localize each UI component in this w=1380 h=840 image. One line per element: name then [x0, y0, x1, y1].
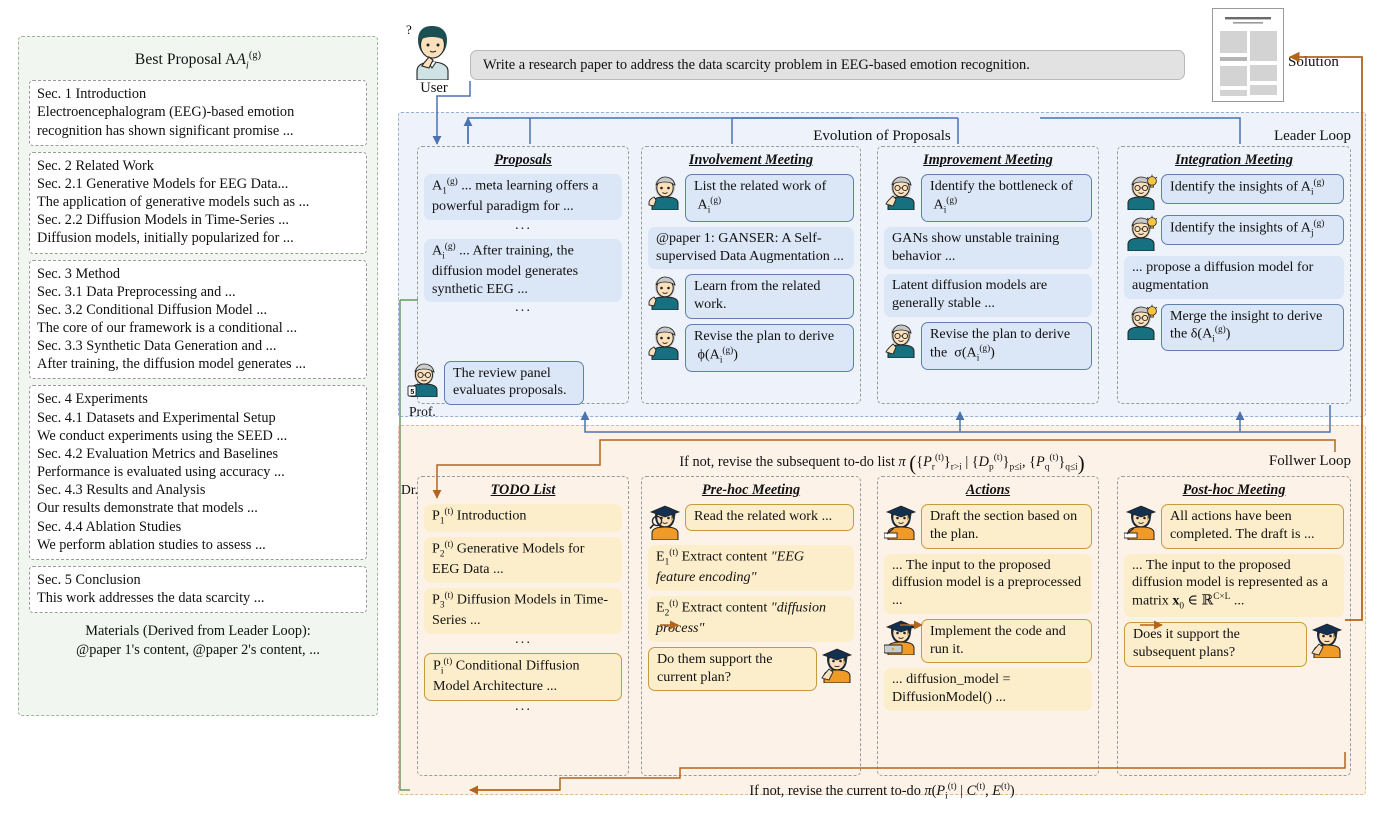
ellipsis-marker: ···: [514, 221, 532, 237]
follower-loop-container: [398, 425, 1366, 795]
message-bubble: ... The input to the proposed diffusion model is represented as a matrix $x_0$ ∈ ℝ$^{C\times L}$ ...: [1124, 554, 1344, 618]
proposal-section-card: [29, 385, 367, 559]
message-bubble: Draft the section based on the plan.: [921, 504, 1092, 549]
elder-idea-avatar-icon: [1124, 215, 1158, 251]
leader-loop-container: [398, 112, 1366, 417]
proposal-section-line: Diffusion models, initially popularized for ...: [37, 230, 294, 247]
revise-subsequent-todo-label: If not, revise the subsequent to-do list π ($\{P_r^{(t)}\}_{r>i}$ | $\{D_p^{(t)}\}_{p\le i}$, $\{P_q^{(t)}\}_{q\le i}$): [679, 453, 1085, 475]
elder-idea-avatar-icon: [1124, 304, 1158, 340]
column-title: Pre-hoc Meeting: [701, 482, 801, 498]
message-bubble: ... propose a diffusion model for augmentation: [1124, 256, 1344, 299]
proposal-section-line: Sec. 1 Introduction: [37, 86, 147, 103]
svg-text:?: ?: [406, 22, 412, 37]
agent-message-row: [1124, 504, 1344, 549]
message-bubble: Identify the bottleneck of $A_i^{(g)}$: [921, 174, 1092, 222]
follower-column-todo-list: [417, 476, 629, 776]
ellipsis-marker: ···: [514, 304, 532, 320]
proposal-section-line: Performance is evaluated using accuracy ...: [37, 464, 285, 481]
follower-column-pre-hoc-meeting: [641, 476, 861, 776]
proposal-section-line: Sec. 5 Conclusion: [37, 571, 141, 588]
column-title: Actions: [965, 482, 1011, 498]
message-bubble: $A_1^{(g)}$ ... meta learning offers a powerful paradigm for ...: [424, 174, 622, 220]
message-bubble: GANs show unstable training behavior ...: [884, 227, 1092, 270]
proposal-section-line: recognition has shown significant promise ...: [37, 122, 294, 139]
proposal-section-line: Sec. 3.1 Data Preprocessing and ...: [37, 283, 236, 300]
elder-thinking-avatar-icon: [884, 322, 918, 358]
proposal-section-line: Sec. 4 Experiments: [37, 391, 148, 408]
message-bubble: $P_i^{(t)}$ Conditional Diffusion Model Architecture ...: [424, 653, 622, 701]
column-title: Integration Meeting: [1175, 152, 1293, 168]
message-bubble: Revise the plan to derive the $\sigma(A_i^{(g)})$: [921, 322, 1092, 370]
proposal-section-line: Sec. 2 Related Work: [37, 157, 154, 174]
elder-thumbsup-avatar-icon: [648, 174, 682, 210]
agent-message-row: [648, 647, 854, 692]
student-writing-avatar-icon: [884, 504, 918, 540]
agent-message-row: [884, 504, 1092, 549]
agent-message-row: [648, 504, 854, 540]
solution-label: Solution: [1288, 54, 1339, 70]
message-bubble: All actions have been completed. The draft is ...: [1161, 504, 1344, 549]
message-bubble: $P_3^{(t)}$ Diffusion Models in Time-Series ...: [424, 588, 622, 634]
prof-review-row: [407, 361, 584, 411]
elder-thumbsup-avatar-icon: [648, 274, 682, 310]
svg-text:5: 5: [410, 388, 415, 396]
proposal-section-line: Sec. 2.2 Diffusion Models in Time-Series ...: [37, 212, 289, 229]
column-title: Involvement Meeting: [688, 152, 814, 168]
follower-loop-label: Follwer Loop: [1268, 453, 1351, 469]
best-proposal-panel: [18, 36, 378, 716]
message-bubble: $E_1^{(t)}$ Extract content "EEG feature encoding": [648, 545, 854, 591]
materials-heading: Materials (Derived from Leader Loop):: [85, 623, 311, 640]
agent-message-row: [884, 174, 1092, 222]
agent-message-row: [648, 274, 854, 319]
proposal-section-line: Sec. 4.3 Results and Analysis: [37, 482, 206, 499]
message-bubble: Merge the insight to derive the $\delta(A_i^{(g)})$: [1161, 304, 1344, 352]
agent-message-row: [648, 324, 854, 372]
agent-message-row: [1124, 174, 1344, 210]
proposal-section-line: We perform ablation studies to assess ...: [37, 536, 266, 553]
follower-column-actions: [877, 476, 1099, 776]
proposal-section-line: The application of generative models such as ...: [37, 194, 310, 211]
prof-label: Prof.: [409, 404, 436, 419]
proposal-section-line: After training, the diffusion model generates ...: [37, 356, 306, 373]
message-bubble: ... The input to the proposed diffusion model is a preprocessed ...: [884, 554, 1092, 614]
student-search-avatar-icon: [648, 504, 682, 540]
message-bubble: Revise the plan to derive $\phi(A_i^{(g)})$: [685, 324, 854, 372]
elder-thumbsup-avatar-icon: [648, 324, 682, 360]
agent-message-row: [648, 174, 854, 222]
message-bubble: Identify the insights of $A_j^{(g)}$: [1161, 215, 1344, 245]
column-title: Post-hoc Meeting: [1182, 482, 1286, 498]
ellipsis-marker: ···: [514, 636, 532, 652]
message-bubble: ... diffusion_model = DiffusionModel() ...: [884, 668, 1092, 711]
agent-message-row: [1124, 304, 1344, 352]
prof-bubble: The review panel evaluates proposals.: [444, 361, 584, 406]
dr-label: Dr.: [401, 482, 418, 497]
message-bubble: Learn from the related work.: [685, 274, 854, 319]
leader-column-improvement-meeting: [877, 146, 1099, 404]
best-proposal-section-list: [29, 80, 367, 613]
follower-column-post-hoc-meeting: [1117, 476, 1351, 776]
proposal-section-line: Sec. 4.1 Datasets and Experimental Setup: [37, 409, 276, 426]
materials-content: @paper 1's content, @paper 2's content, ...: [76, 641, 320, 658]
message-bubble: Do them support the current plan?: [648, 647, 817, 692]
message-bubble: @paper 1: GANSER: A Self-supervised Data Augmentation ...: [648, 227, 854, 270]
message-bubble: Latent diffusion models are generally stable ...: [884, 274, 1092, 317]
message-bubble: $A_i^{(g)}$ ... After training, the diffusion model generates synthetic EEG ...: [424, 239, 622, 303]
message-bubble: $P_1^{(t)}$ Introduction: [424, 504, 622, 532]
proposal-section-line: This work addresses the data scarcity ...: [37, 590, 265, 606]
user-label: User: [420, 80, 448, 96]
proposal-section-line: Electroencephalogram (EEG)-based emotion: [37, 104, 295, 121]
agent-message-row: [884, 322, 1092, 370]
student-thinking-avatar-icon: [820, 647, 854, 683]
revise-current-todo-label: If not, revise the current to-do $\pi(P_i^{(t)}$ | $C^{(t)}$, $E^{(t)}$): [749, 782, 1015, 802]
proposal-section-line: Our results demonstrate that models ...: [37, 500, 258, 517]
message-bubble: $E_2^{(t)}$ Extract content "diffusion process": [648, 596, 854, 642]
user-query-bubble: Write a research paper to address the data scarcity problem in EEG-based emotion recognition.: [470, 50, 1185, 80]
proposal-section-line: Sec. 4.4 Ablation Studies: [37, 518, 182, 535]
proposal-section-line: Sec. 4.2 Evaluation Metrics and Baselines: [37, 445, 279, 462]
proposal-section-card: [29, 152, 367, 254]
best-proposal-title: Best Proposal $AA_i^{(g)}$: [134, 50, 262, 72]
message-bubble: Read the related work ...: [685, 504, 854, 531]
message-bubble: Identify the insights of $A_i^{(g)}$: [1161, 174, 1344, 204]
proposal-section-line: Sec. 3.3 Synthetic Data Generation and ...: [37, 338, 277, 355]
proposal-section-line: The core of our framework is a conditional ...: [37, 319, 298, 336]
proposal-section-card: [29, 260, 367, 380]
agent-message-row: [1124, 215, 1344, 251]
column-title: Improvement Meeting: [923, 152, 1053, 168]
leader-column-involvement-meeting: [641, 146, 861, 404]
ellipsis-marker: ···: [514, 702, 532, 718]
leader-loop-label: Leader Loop: [1273, 128, 1351, 144]
message-bubble: Implement the code and run it.: [921, 619, 1092, 664]
message-bubble: Does it support the subsequent plans?: [1124, 622, 1307, 667]
best-proposal-materials: [29, 622, 367, 659]
elder-thinking-avatar-icon: [884, 174, 918, 210]
message-bubble: List the related work of $A_i^{(g)}$: [685, 174, 854, 222]
student-thinking-avatar-icon: [1310, 622, 1344, 658]
proposal-section-line: Sec. 3 Method: [37, 265, 120, 282]
paper-thumbnail-icon: [1212, 8, 1284, 102]
elder-idea-avatar-icon: [1124, 174, 1158, 210]
student-writing-avatar-icon: [1124, 504, 1158, 540]
evolution-of-proposals-label: Evolution of Proposals: [813, 128, 951, 144]
proposal-section-card: [29, 566, 367, 613]
leader-column-integration-meeting: [1117, 146, 1351, 404]
proposal-section-line: Sec. 3.2 Conditional Diffusion Model ...: [37, 301, 268, 318]
user-thinking-avatar-icon: [404, 18, 464, 80]
proposal-section-line: We conduct experiments using the SEED ...: [37, 427, 288, 444]
student-laptop-avatar-icon: [884, 619, 918, 655]
column-title: Proposals: [494, 152, 552, 168]
agent-message-row: [1124, 622, 1344, 667]
message-bubble: $P_2^{(t)}$ Generative Models for EEG Data ...: [424, 537, 622, 583]
agent-message-row: [884, 619, 1092, 664]
prof-clipboard-avatar-icon: [407, 361, 441, 397]
proposal-section-card: [29, 80, 367, 145]
proposal-section-line: Sec. 2.1 Generative Models for EEG Data...: [37, 175, 289, 192]
column-title: TODO List: [490, 482, 556, 498]
